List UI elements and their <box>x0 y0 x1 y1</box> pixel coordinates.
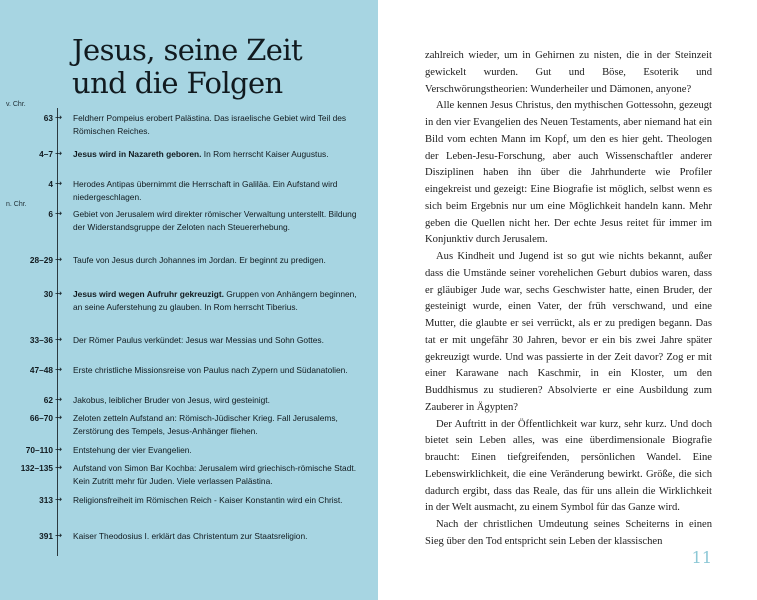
timeline-highlight: Jesus wird in Nazareth geboren. <box>73 149 202 159</box>
timeline-text: Jakobus, leiblicher Bruder von Jesus, wird gesteinigt. <box>73 395 270 405</box>
right-page-text <box>378 0 757 600</box>
timeline-year: 313 <box>39 495 53 505</box>
arrow-right-icon: → <box>55 149 63 159</box>
timeline-text: Herodes Antipas übernimmt die Herrschaft in Galiläa. Ein Aufstand wird niedergeschlagen. <box>73 179 338 203</box>
timeline-description <box>73 494 363 507</box>
timeline-year: 6 <box>48 209 53 219</box>
era-label-bc: v. Chr. <box>6 101 26 108</box>
timeline-text: Gebiet von Jerusalem wird direkter römischer Verwaltung unterstellt. Bildung der Widerstandsgruppe der Zeloten nach Steuererhebung. <box>73 209 357 233</box>
left-page-timeline <box>0 0 378 600</box>
body-paragraph: Nach der christlichen Umdeutung seines Scheiterns in einen Sieg über den Tod entspricht sein Leben der klassischen <box>425 519 712 547</box>
arrow-right-icon: → <box>55 445 63 455</box>
timeline-text: Entstehung der vier Evangelien. <box>73 445 192 455</box>
timeline-text: Taufe von Jesus durch Johannes im Jordan. Er beginnt zu predigen. <box>73 255 326 265</box>
timeline-year: 28–29 <box>29 255 53 265</box>
timeline-year: 63 <box>43 113 53 123</box>
timeline-text: Aufstand von Simon Bar Kochba: Jerusalem wird griechisch-römische Stadt. Kein Zutritt mehr für Juden. Viele verlassen Palästina. <box>73 463 357 487</box>
arrow-right-icon: → <box>55 463 63 473</box>
timeline-description <box>73 208 363 234</box>
timeline-text: Feldherr Pompeius erobert Palästina. Das israelische Gebiet wird Teil des Römischen Reiches. <box>73 113 347 137</box>
timeline-text: Der Römer Paulus verkündet: Jesus war Messias und Sohn Gottes. <box>73 335 324 345</box>
timeline-year: 391 <box>39 531 53 541</box>
page-number: 11 <box>691 548 712 567</box>
body-paragraph: Aus Kindheit und Jugend ist so gut wie nichts bekannt, außer dass die Umstände seiner vorehelichen Geburt dubios waren, dass er gläubiger Jude war, sechs Geschwister hatte, einen Bruder, der gesteinigt wurde, einen Vater, der früh verschwand, und eine Mutter, die glaubte er sei verrückt, als er zu predigen begann. Das tat er mit ungefähr 30 Jahren, bevor er ein bis zwei Jahre später gekreuzigt wurde. Und was passierte in der Zeit davor? Zog er mit einer Karawane nach Kaschmir, in ein Kloster, um den Buddhismus zu studieren? Absolvierte er eine Ausbildung zum Zauberer in Ägypten? <box>425 251 712 413</box>
timeline-axis <box>57 108 58 556</box>
timeline-description <box>73 462 363 488</box>
timeline-year: 4–7 <box>39 149 53 159</box>
timeline-year: 62 <box>43 395 53 405</box>
timeline-description <box>73 178 363 204</box>
timeline-description <box>73 148 363 161</box>
arrow-right-icon: → <box>55 531 63 541</box>
timeline-highlight: Jesus wird wegen Aufruhr gekreuzigt. <box>73 289 224 299</box>
arrow-right-icon: → <box>55 365 63 375</box>
title-line-1: Jesus, seine Zeit <box>72 33 303 67</box>
timeline-year: 70–110 <box>25 445 53 455</box>
arrow-right-icon: → <box>55 495 63 505</box>
timeline-year: 47–48 <box>29 365 53 375</box>
timeline-year: 4 <box>48 179 53 189</box>
arrow-right-icon: → <box>55 413 63 423</box>
timeline-description <box>73 254 363 267</box>
arrow-right-icon: → <box>55 113 63 123</box>
timeline-description <box>73 288 363 314</box>
arrow-right-icon: → <box>55 255 63 265</box>
timeline-description <box>73 530 363 543</box>
timeline-text: Religionsfreiheit im Römischen Reich - Kaiser Konstantin wird ein Christ. <box>73 495 343 505</box>
arrow-right-icon: → <box>55 335 63 345</box>
timeline-description <box>73 444 363 457</box>
arrow-right-icon: → <box>55 209 63 219</box>
timeline-description <box>73 412 363 438</box>
timeline-text: In Rom herrscht Kaiser Augustus. <box>201 149 329 159</box>
arrow-right-icon: → <box>55 179 63 189</box>
timeline-year: 33–36 <box>29 335 53 345</box>
timeline-description <box>73 364 363 377</box>
timeline-text: Kaiser Theodosius I. erklärt das Christentum zur Staatsreligion. <box>73 531 308 541</box>
arrow-right-icon: → <box>55 289 63 299</box>
timeline-text: Erste christliche Missionsreise von Paulus nach Zypern und Südanatolien. <box>73 365 348 375</box>
timeline-description <box>73 334 363 347</box>
arrow-right-icon: → <box>55 395 63 405</box>
body-paragraph: Der Auftritt in der Öffentlichkeit war kurz, sehr kurz. Und doch bietet sein Leben alles, was eine überdimensionale Biografie braucht: Einen tiefgreifenden, persönlichen Wandel. Eine Lebenswirklichkeit, die eine Veränderung bewirkt. Größe, die sich dadurch ergibt, dass das Reale, das für uns allein die Wirklichkeit in der Welt ausmacht, zu einem Symbol für das Ganze wird. <box>425 418 712 514</box>
timeline-text: Gruppen von Anhängern beginnen, an seine Auferstehung zu glauben. In Rom herrscht Tiberius. <box>73 289 357 313</box>
title-line-2: und die Folgen <box>72 66 283 100</box>
era-label-ad: n. Chr. <box>6 201 27 208</box>
body-paragraph: zahlreich wieder, um in Gehirnen zu nisten, die in der Steinzeit gewickelt wurden. Gut und Böse, Esoterik und Verschwörungstheorien: Wunderheiler und Dämonen, anyone? <box>425 50 712 95</box>
timeline-text: Zeloten zetteln Aufstand an: Römisch-Jüdischer Krieg. Fall Jerusalems, Zerstörung des Tempels, Jesus-Anhänger fliehen. <box>73 413 338 437</box>
body-text <box>425 48 712 551</box>
body-paragraph: Alle kennen Jesus Christus, den mythischen Gottessohn, gezeugt in den vier Evangelien des Neuen Testaments, aber niemand hat ein Bild vom echten Mann im Kopf, um den es hier geht. Theologen der Leben-Jesu-Forschung, aber auch Wissenschaftler anderer Disziplinen haben ihn über die Jahrhunderte wie Profiler eingekreist und gezeigt: Eine Biografie ist möglich, selbst wenn es sich beim Ergebnis nur um eine Möglichkeit handeln kann. Mehr geben die Quellen nicht her. Der echte Jesus reitet für immer im Konjunktiv durch Jerusalem. <box>425 100 712 246</box>
timeline-year: 66–70 <box>29 413 53 423</box>
timeline-description <box>73 394 363 407</box>
page-title <box>72 34 372 100</box>
timeline-description <box>73 112 363 138</box>
timeline-year: 30 <box>43 289 53 299</box>
timeline-year: 132–135 <box>20 463 53 473</box>
